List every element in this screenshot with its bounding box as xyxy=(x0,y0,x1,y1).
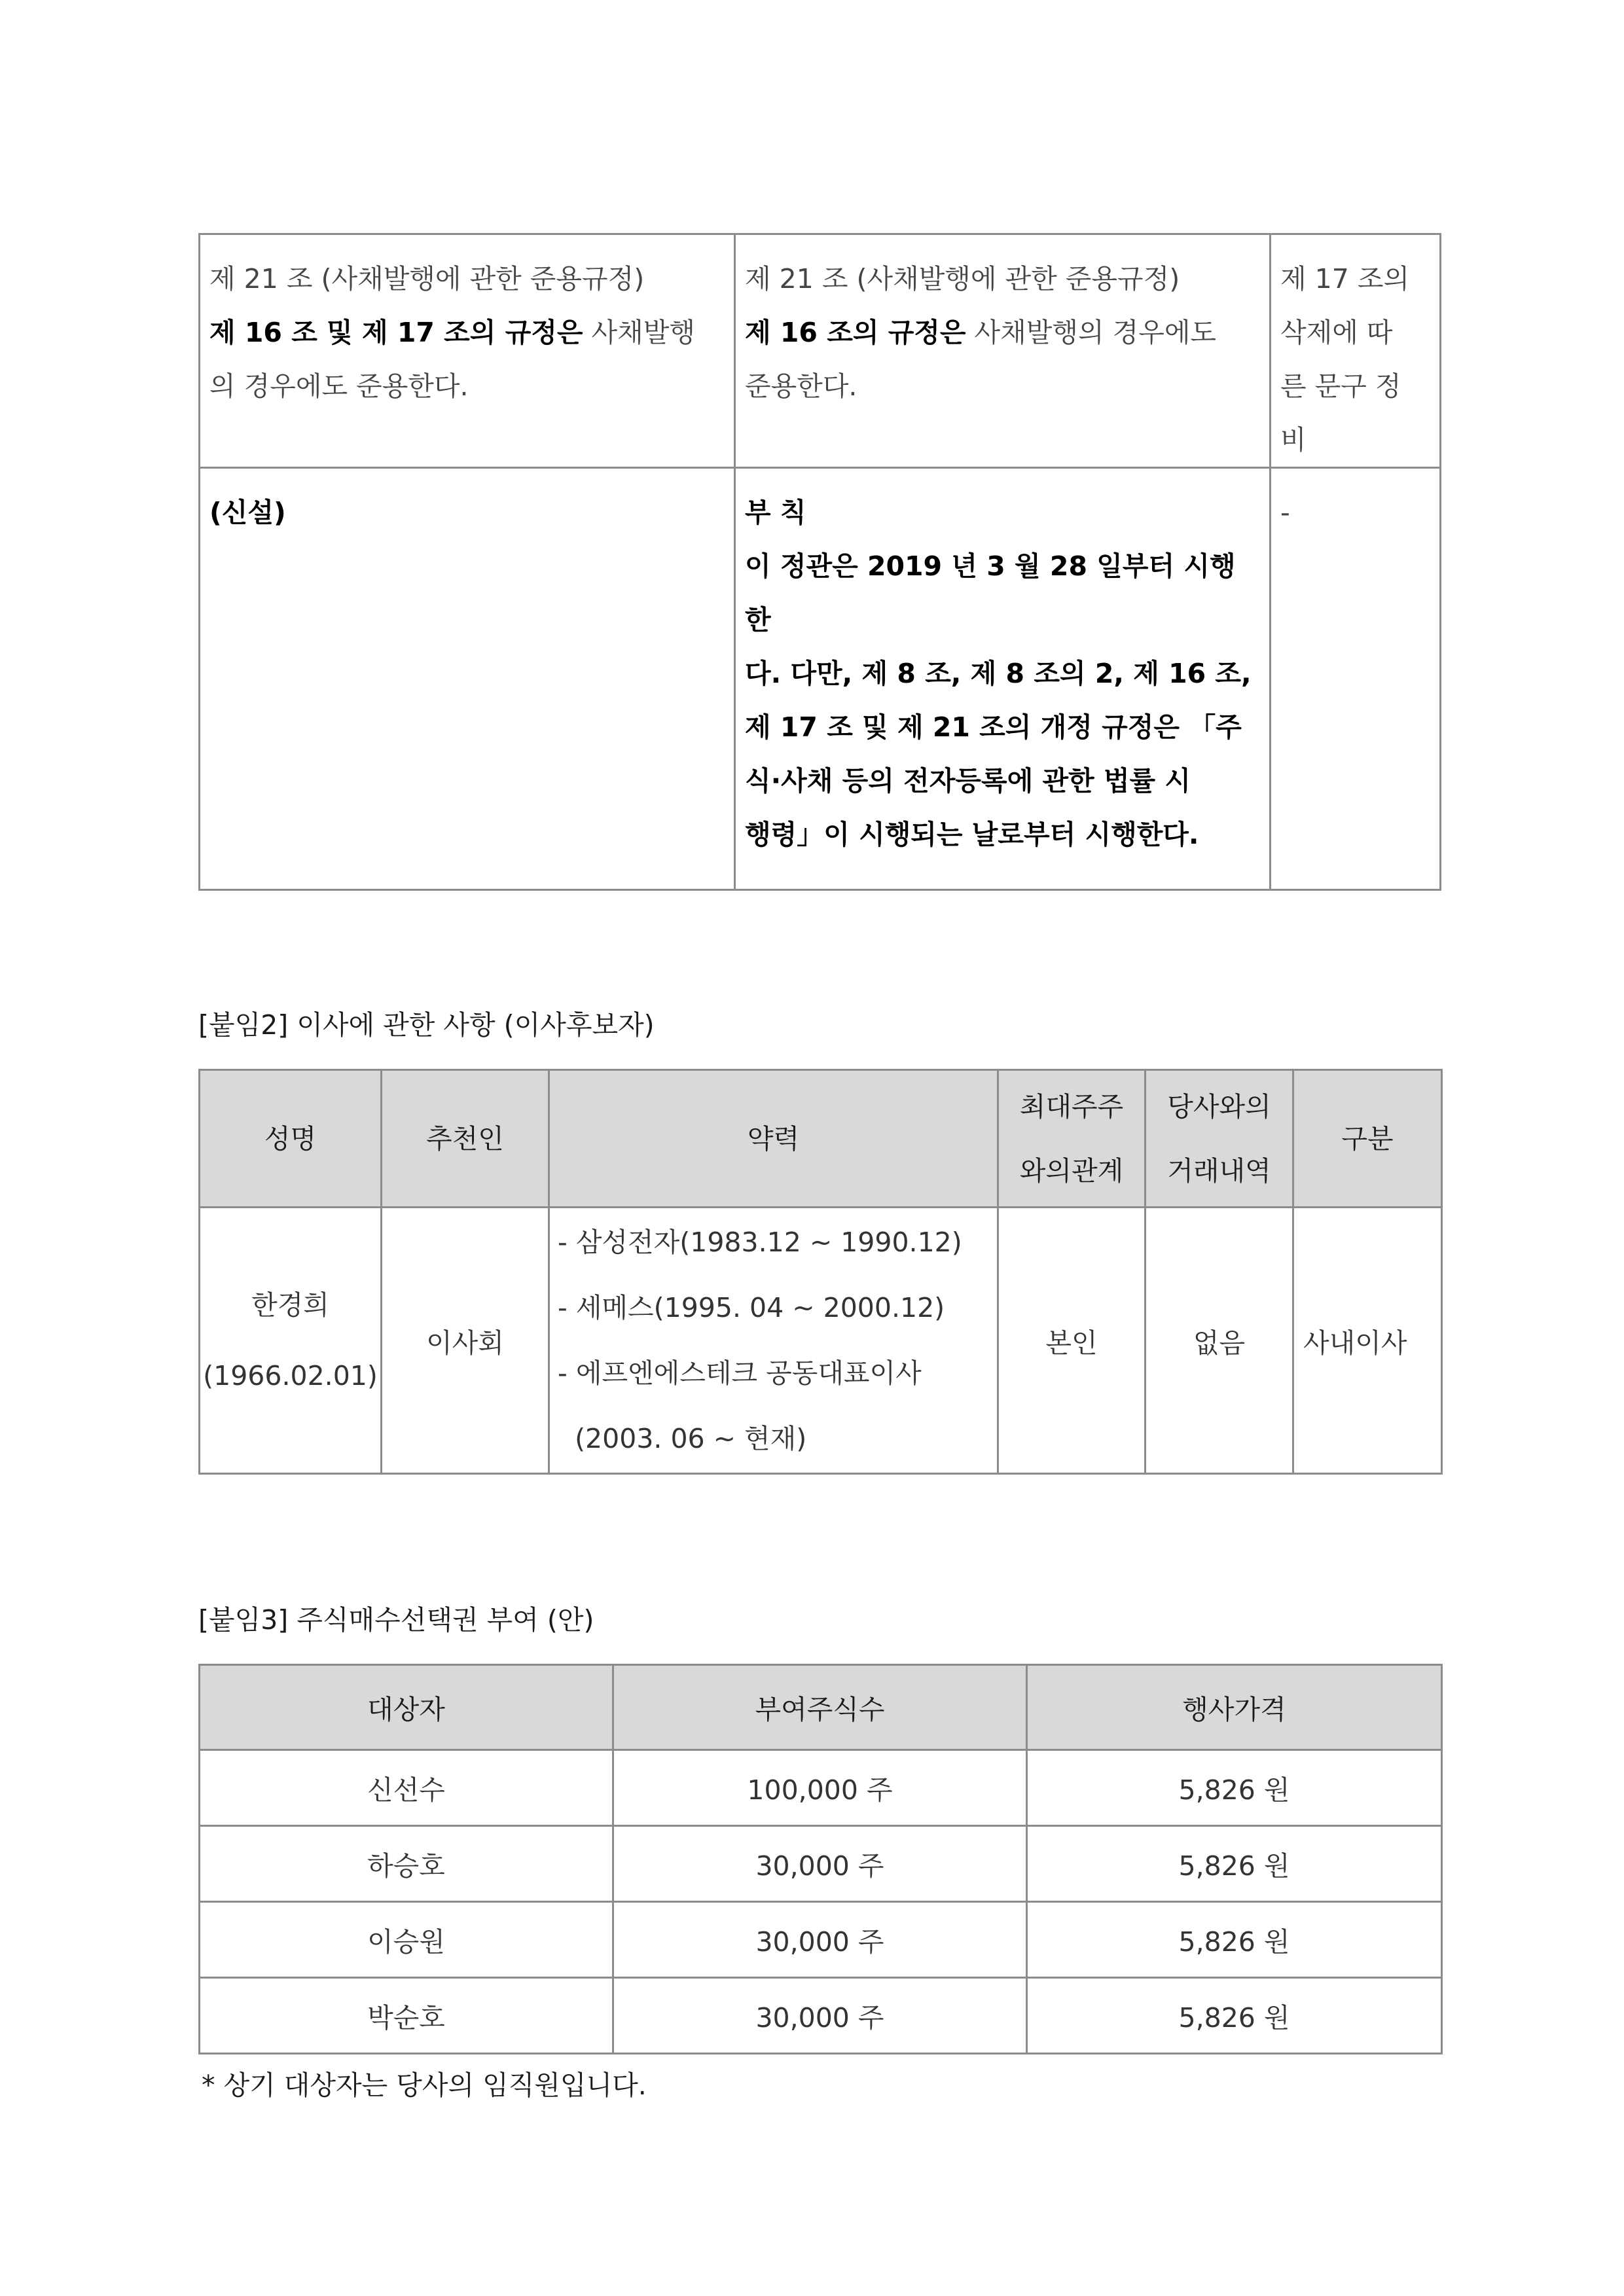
before-amendment-cell: 제 21 조 (사채발행에 관한 준용규정) 제 16 조 및 제 17 조의 규정은 사채발행 의 경우에도 준용한다. xyxy=(200,234,735,468)
table-row xyxy=(200,1978,1442,2054)
target-cell: 이승원 xyxy=(200,1902,613,1978)
table-row xyxy=(200,1902,1442,1978)
supplementary-heading: 부 칙 xyxy=(745,497,806,528)
table-row xyxy=(200,1826,1442,1902)
table-row xyxy=(200,468,1441,890)
articles-amendment-table xyxy=(198,233,1441,891)
career-item: - 삼성전자(1983.12 ~ 1990.12) xyxy=(558,1227,962,1258)
career-item: (2003. 06 ~ 현재) xyxy=(558,1423,807,1454)
candidate-birthdate: (1966.02.01) xyxy=(203,1360,378,1391)
shares-cell: 30,000 주 xyxy=(613,1826,1027,1902)
target-cell: 하승호 xyxy=(200,1826,613,1902)
price-cell: 5,826 원 xyxy=(1027,1978,1442,2054)
table-header-row xyxy=(200,1665,1442,1750)
after-amendment-cell: 부 칙 이 정관은 2019 년 3 월 28 일부터 시행한 다. 다만, 제 8 조, 제 8 조의 2, 제 16 조, 제 17 조 및 제 21 조의 개정 규정은 「주 식·사채 등의 전자등록에 관한 법률 시 행령」이 시행되는 날로부터 시행한다. xyxy=(735,468,1271,890)
career-cell xyxy=(549,1208,998,1474)
reason-cell: - xyxy=(1271,468,1441,890)
header-category: 구분 xyxy=(1293,1070,1442,1208)
header-relation: 최대주주 와의관계 xyxy=(998,1070,1146,1208)
career-item: - 세메스(1995. 04 ~ 2000.12) xyxy=(558,1292,945,1323)
candidate-name-cell xyxy=(200,1208,382,1474)
price-cell: 5,826 원 xyxy=(1027,1902,1442,1978)
category-cell: 사내이사 xyxy=(1293,1208,1442,1474)
footnote: * 상기 대상자는 당사의 임직원입니다. xyxy=(202,2070,647,2101)
candidate-name: 한경희 xyxy=(251,1289,329,1321)
price-cell: 5,826 원 xyxy=(1027,1826,1442,1902)
relation-cell: 본인 xyxy=(998,1208,1146,1474)
table-header-row xyxy=(200,1070,1442,1208)
article-title: 제 21 조 (사채발행에 관한 준용규정) xyxy=(745,263,1180,295)
transaction-cell: 없음 xyxy=(1146,1208,1293,1474)
table-row xyxy=(200,1750,1442,1826)
shares-cell: 100,000 주 xyxy=(613,1750,1027,1826)
header-transaction: 당사와의 거래내역 xyxy=(1146,1070,1293,1208)
target-cell: 박순호 xyxy=(200,1978,613,2054)
header-shares: 부여주식수 xyxy=(613,1665,1027,1750)
header-career: 약력 xyxy=(549,1070,998,1208)
shares-cell: 30,000 주 xyxy=(613,1902,1027,1978)
price-cell: 5,826 원 xyxy=(1027,1750,1442,1826)
after-amendment-cell: 제 21 조 (사채발행에 관한 준용규정) 제 16 조의 규정은 사채발행의 경우에도 준용한다. xyxy=(735,234,1271,468)
director-candidate-table xyxy=(198,1069,1443,1475)
target-cell: 신선수 xyxy=(200,1750,613,1826)
reason-cell: 제 17 조의 삭제에 따 른 문구 정 비 xyxy=(1271,234,1441,468)
header-recommender: 추천인 xyxy=(382,1070,549,1208)
header-target: 대상자 xyxy=(200,1665,613,1750)
before-amendment-cell: (신설) xyxy=(200,468,735,890)
recommender-cell: 이사회 xyxy=(382,1208,549,1474)
career-item: - 에프엔에스테크 공동대표이사 xyxy=(558,1357,922,1389)
shares-cell: 30,000 주 xyxy=(613,1978,1027,2054)
table-row xyxy=(200,234,1441,468)
stock-option-table xyxy=(198,1664,1443,2054)
table-row xyxy=(200,1208,1442,1474)
article-title: 제 21 조 (사채발행에 관한 준용규정) xyxy=(209,263,645,295)
header-price: 행사가격 xyxy=(1027,1665,1442,1750)
header-name: 성명 xyxy=(200,1070,382,1208)
section-title-director: [붙임2] 이사에 관한 사항 (이사후보자) xyxy=(198,1009,655,1041)
section-title-stock-options: [붙임3] 주식매수선택권 부여 (안) xyxy=(198,1604,594,1636)
